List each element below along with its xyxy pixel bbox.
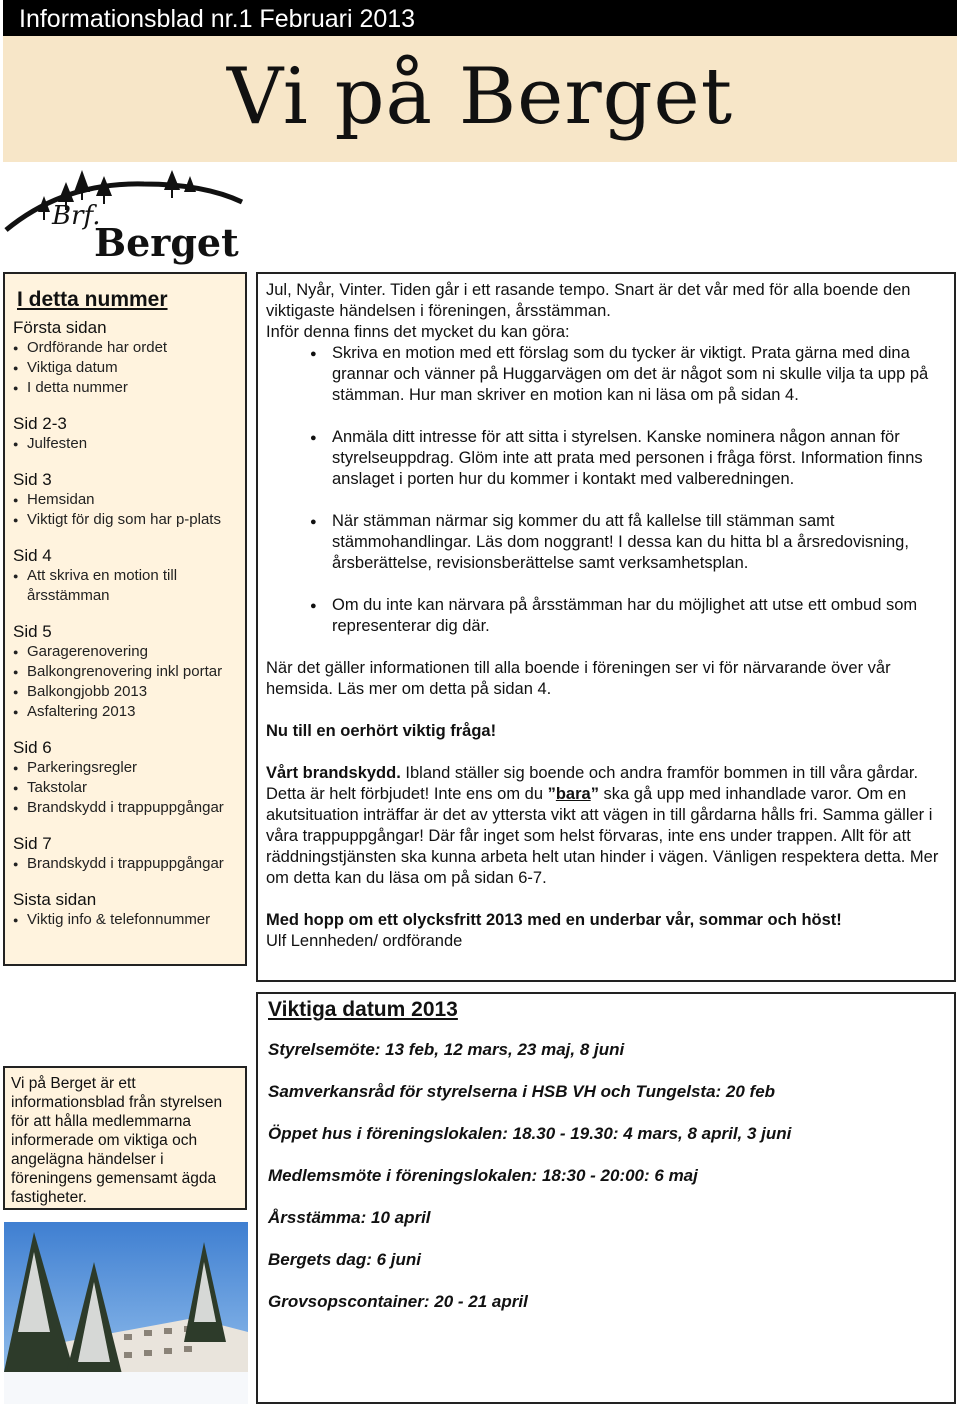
toc-item: ● Garagerenovering xyxy=(13,642,239,662)
toc-item: ● I detta nummer xyxy=(13,378,239,398)
about-box xyxy=(3,1066,247,1210)
toc-item: ● Asfaltering 2013 xyxy=(13,702,239,722)
toc-section-title: Första sidan xyxy=(13,318,107,337)
toc-item: ● Viktiga datum xyxy=(13,358,239,378)
website-note: När det gäller informationen till alla boende i föreningen ser vi för närvarande över vår hemsida. Läs mer om detta på sidan 4. xyxy=(266,659,891,698)
toc-section-title: Sid 5 xyxy=(13,622,52,641)
date-item: Öppet hus i föreningslokalen: 18.30 - 19.30: 4 mars, 8 april, 3 juni xyxy=(268,1124,792,1143)
dates-heading: Viktiga datum 2013 xyxy=(268,998,458,1021)
toc-item: ● Brandskydd i trappuppgångar xyxy=(13,854,239,874)
letter-lead: Inför denna finns det mycket du kan göra: xyxy=(266,323,570,341)
signature: Ulf Lennheden/ ordförande xyxy=(266,932,463,950)
date-item: Styrelsemöte: 13 feb, 12 mars, 23 maj, 8 juni xyxy=(268,1040,625,1059)
about-text: Vi på Berget är ett informationsblad från styrelsen för att hålla medlemmarna informerade om viktiga och angelägna händelser i föreningens gemensamt ägda fastigheter. xyxy=(11,1075,223,1206)
fire-safety-paragraph: Vårt brandskydd. Ibland ställer sig boende och andra framför bommen in till våra gårdar. Detta är helt förbjudet! Inte ens om du ”bara” ska gå upp med inhandlade varor. Om en akutsituation inträffar är det av yttersta vikt att vägen in till gårdarna hålls fri. Samma gäller i våra trappuppgångar! Där får inget som helst förvaras, inte ens under trappen. Allt för att räddningstjänsten ska kunna arbeta helt utan hinder i vägen. Vänligen respektera detta. Mer om detta kan du läsa om på sidan 6-7. xyxy=(266,764,939,887)
brf-berget-logo xyxy=(4,162,248,266)
toc-item: ● Ordförande har ordet xyxy=(13,338,239,358)
closing-line: Med hopp om ett olycksfritt 2013 med en underbar vår, sommar och höst! xyxy=(266,911,842,929)
fire-safety-label: Vårt brandskydd. xyxy=(266,764,401,782)
toc-item: ● Viktigt för dig som har p-plats xyxy=(13,510,239,530)
date-item: Grovsopscontainer: 20 - 21 april xyxy=(268,1292,528,1311)
logo-name: Berget xyxy=(94,220,239,265)
toc-item: ● Balkongjobb 2013 xyxy=(13,682,239,702)
toc-item: ● Hemsidan xyxy=(13,490,239,510)
toc-item: ● Brandskydd i trappuppgångar xyxy=(13,798,239,818)
date-item: Årsstämma: 10 april xyxy=(268,1208,431,1227)
chairman-letter xyxy=(256,272,956,982)
fire-safety-text-2: ska gå upp med inhandlade varor. Om en akutsituation inträffar är det av yttersta vikt att vägen in till gårdarna hålls fri. Samma gäller i våra trappuppgångar! Där får inget som helst förvaras, inte ens under trappen. Allt för att räddningstjänsten ska kunna arbeta helt utan hinder i vägen. Vänligen respektera detta. Mer om detta kan du läsa om på sidan 6-7. xyxy=(266,785,939,887)
toc-section-title: Sid 3 xyxy=(13,470,52,489)
date-item: Medlemsmöte i föreningslokalen: 18:30 - 20:00: 6 maj xyxy=(268,1166,698,1185)
date-item: Samverkansråd för styrelserna i HSB VH och Tungelsta: 20 feb xyxy=(268,1082,776,1101)
toc-item: ● Viktig info & telefonnummer xyxy=(13,910,239,930)
toc-item: ● Takstolar xyxy=(13,778,239,798)
toc-section-title: Sid 2-3 xyxy=(13,414,67,433)
masthead-title: Vi på Berget xyxy=(226,52,734,142)
letter-bullet: ● Om du inte kan närvara på årsstämman har du möjlighet att utse ett ombud som representerar dig där. xyxy=(332,595,948,637)
toc-heading: I detta nummer xyxy=(17,288,168,311)
logo-prefix: Brf. xyxy=(52,201,101,231)
toc-section-title: Sid 6 xyxy=(13,738,52,757)
important-dates-box xyxy=(256,992,956,1404)
toc-section-title: Sid 7 xyxy=(13,834,52,853)
letter-bullet: ● När stämman närmar sig kommer du att få kallelse till stämman samt stämmohandlingar. Läs dom noggrant! I dessa kan du hitta bl a årsredovisning, årsberättelse, revisionsberättelse samt verksamhetsplan. xyxy=(332,511,948,574)
toc-section-title: Sista sidan xyxy=(13,890,97,909)
date-item: Bergets dag: 6 juni xyxy=(268,1250,422,1269)
important-heading: Nu till en oerhört viktig fråga! xyxy=(266,722,497,740)
toc-item: ● Att skriva en motion till årsstämman xyxy=(13,566,239,606)
toc-section-title: Sid 4 xyxy=(13,546,52,565)
fire-safety-emphasis: bara xyxy=(555,785,591,803)
masthead xyxy=(3,36,957,162)
fire-safety-text-1: Ibland ställer sig boende och andra framför bommen in till våra gårdar. Detta är helt förbjudet! Inte ens om du xyxy=(266,764,919,803)
letter-intro: Jul, Nyår, Vinter. Tiden går i ett rasande tempo. Snart är det vår med för alla boende den viktigaste händelsen i föreningen, årsstämman. xyxy=(266,281,911,320)
winter-building-photo xyxy=(4,1222,248,1404)
toc-item: ● Balkongrenovering inkl portar xyxy=(13,662,239,682)
letter-bullet: ● Skriva en motion med ett förslag som du tycker är viktigt. Prata gärna med dina grannar och vänner på Huggarvägen om det är något som ni skulle vilja ta upp på stämman. Hur man skriver en motion kan ni läsa om på sidan 4. xyxy=(332,343,948,406)
table-of-contents xyxy=(3,272,247,966)
toc-item: ● Parkeringsregler xyxy=(13,758,239,778)
issue-line: Informationsblad nr.1 Februari 2013 xyxy=(3,0,957,36)
letter-bullet: ● Anmäla ditt intresse för att sitta i styrelsen. Kanske nominera någon annan för styrelseuppdrag. Glöm inte att prata med personen i fråga först. Information finns anslaget i porten hur du kommer i kontakt med valberedningen. xyxy=(332,427,948,490)
toc-item: ● Julfesten xyxy=(13,434,239,454)
